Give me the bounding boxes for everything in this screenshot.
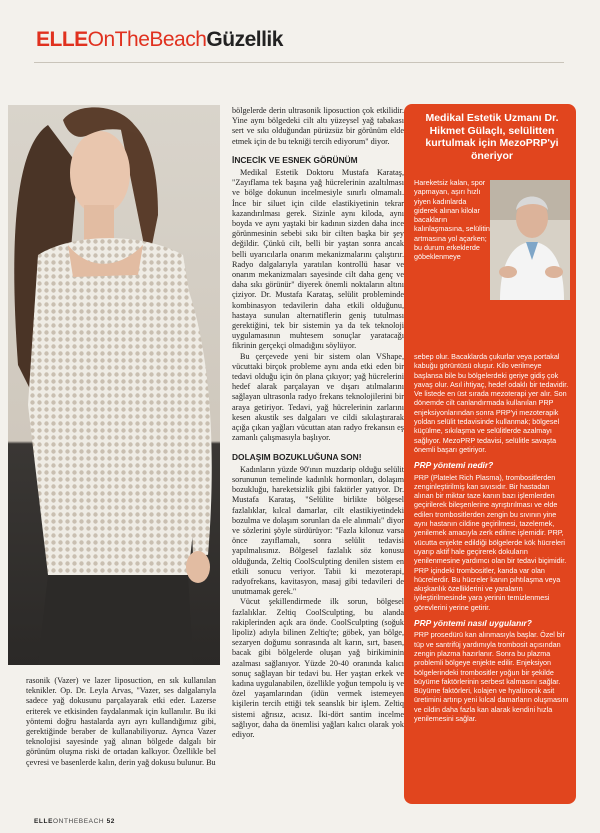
paragraph: rasonik (Vazer) ve lazer liposuction, en sık kullanılan teknikler. Op. Dr. Leyla Arvas, "Vazer, ses dalgalarıyla sadece yağ dokusunu parçalayarak etki eder. Lazerse eriterek ve etkisinden faydalanmak için kullanılır. Bu iki yöntemi doğru hastalarda ayrı ayrı kullandığımız gibi, gerektiğinde beraber de kullanabiliyoruz. Ayrıca Vazer teknolojisi sayesinde yağ alınan bölgede dalgalı bir görünüm oluşma riski de ortadan kalkıyor. Özellikle bel çevresi ve basenlerde kalın, derin yağ dokusu bulunur. Bu (26, 676, 216, 767)
sidebar-subheading: PRP yöntemi nedir? (414, 460, 494, 471)
sidebar-intro: Hareketsiz kalan, spor yapmayan, aşırı hızlı yiyen kadınlarda giderek alınan kilolar bacakların kalınlaşmasına, selülitin artmasına yol açarken; bu durum erkeklerde göbeklenmeye (414, 178, 490, 262)
doctor-photo (490, 180, 570, 300)
paragraph: Medikal Estetik Doktoru Mustafa Karataş, "Zayıflama tek başına yağ hücrelerinin azaltılması ve bölge dokunun incelmesiyle sınırlı olmamalı. İnce bir siluet için cilde elastikiyetinin tekrar kazandırılması gerek. Sizinle aynı kiloda, aynı boyda ve aynı yaştaki bir kadının sizden daha ince görünmesinin sebebi sıkı bir cilten başka bir şey değildir. Çünkü cilt, belli bir yaştan sonra ancak belli uyarıcılarla onarım mekanizmalarını çalıştırır. Radyo dalgalarıyla yaratılan kontrollü hasar ve onarım mekanizmaları sayesinde cilt daha genç ve daha sıkı görünür" diyerek önemli noktaların altını çiziyor. Dr. Mustafa Karataş, selülit probleminde kombinasyon tedavilerin daha etkili olduğunu, hastaya sunulan alternatiflerin geniş tutulması gerektiğini, tek bir sistemin ya da tek teknoloji uygulamasının muhtesem sonuçlar yaratacağı fikrinin gerçekçi olmadığını söylüyor. (232, 168, 404, 351)
sidebar-paragraph: PRP prosedürü kan alınmasıyla başlar. Özel bir tüp ve santrifüj yardımıyla trombosit açısından zengin plazma hazırlanır. Sonra bu plazma problemli bölgeye enjekte edilir. Enjeksiyon bölgelerindeki trombositler yoğun bir şekilde büyüme faktörlerinin serbest kalmasını sağlar. Büyüme faktörleri, kolajen ve hyalüronik asit üretimini artırıp yeni kılcal damarların oluşmasını ve cildin daha fazla kan alarak kendini hızla yenilemesini sağlar. (414, 630, 569, 723)
model-photo (8, 105, 220, 665)
doctor-illustration (490, 180, 570, 300)
paragraph: Bu çerçevede yeni bir sistem olan VShape, vücuttaki birçok probleme aynı anda etki eden bir tedavi olduğu için ön plana çıkıyor; yağ hücrelerini hedef alarak parçalayan ve dışarı atılmalarını sağlayan ultrasonla radyo frekans teknolojilerini bir araya getiriyor. Tedavi, yağ hücrelerinin zarlarını kesen akustik ses dalgaları ve cildi sıkılaştırarak açığa çıkan yağları vücuttan atan radyo frekansın eş zamanlı çalışmasıyla başlıyor. (232, 351, 404, 443)
sidebar-subheading: PRP yöntemi nasıl uygulanır? (414, 618, 532, 629)
page-header (36, 28, 283, 52)
paragraph: Vücut şekillendirmede ilk sorun, bölgesel fazlalıklar. Zeltiq CoolSculpting, bu alanda rakiplerinden açık ara önde. CoolSculpting (soğuk lipoliz) adıyla bilinen Zeltiq'te; göbek, yan bölge, sezaryen doğumu sonrasında alt karın, sırt, basen, bacak gibi bölgelerde oluşan yağ birikiminin azalması sağlanıyor. Yüzde 20-40 oranında kalıcı sonuç sağlayan bir tedavi bu. Her yaştan erkek ve kadına uygulanabilen, özellikle yoğun tempolu iş ve özel yaşamlarından (idün vermek istemeyen kişilerin tercih ettiği tek seanslık bir işlem. Zeltiq sistemi ağrısız, acısız. İki-dört santim incelme sağlıyor, daha da önemlisi yağları kalıcı olarak yok ediyor. (232, 597, 404, 739)
brand-logo: ELLE (36, 28, 88, 51)
footer-brand: ELLE (34, 818, 54, 825)
brand-logo-tail: OnTheBeach (87, 28, 207, 51)
page-number: 52 (106, 818, 116, 825)
paragraph: Kadınların yüzde 90'ının muzdarip olduğu selülit sorununun temelinde kadınlık hormonları, dolaşım bozukluğu, hareketsizlik gibi faktörler yatıyor. Dr. Mustafa Karataş, "Selülite birlikte bölgesel fazlalıklar, kılcal damarlar, cilt elastikiyetindeki bozulma ve dolaşım sorunları da ele alınmalı" diyor ve sözlerini şöyle sürdürüyor: "Fazla kilonuz varsa önce zayıflamalı, sonra selülit tedavisi yapılmalısınız. Bölgesel fazlalık söz konusu olduğunda, Zeltiq CoolSculpting denilen sistem en etkili sonucu veriyor. Tabii ki mezoterapi, radyofrekans, kavitasyon, masaj gibi tedavileri de unutmamak gerek." (232, 464, 404, 597)
subheading: İNCECİK VE ESNEK GÖRÜNÜM (232, 154, 358, 165)
page-footer (34, 818, 115, 825)
subheading: DOLAŞIM BOZUKLUĞUNA SON! (232, 451, 362, 462)
sidebar-title: Medikal Estetik Uzmanı Dr. Hikmet Gülaçlı, selülitten kurtulmak için MezoPRP'yi öneriyor (425, 112, 559, 162)
header-divider (34, 62, 564, 63)
section-title: Güzellik (206, 28, 283, 51)
article-column-left (26, 676, 216, 796)
sidebar-paragraph: PRP (Platelet Rich Plasma), trombositlerden zenginleştirilmiş kan sıvısıdır. Bir hastadan alınan bir miktar taze kanın bazı işlemlerden geçirilerek bileşenlerine ayrıştırılması ve elde edilen trombositlerden zengin bu sıvının yine aynı hastanın cildine geçirilmesi, tazelemek, yenilemek amacıyla zerk edilme işlemidir. PRP, vücutta enjekte edildiği bölgelerde kök hücreleri uyarıp aktif hale geçirerek dokuların yenilenmesine yardımcı olan bir tedavi biçimidir. PRP içindeki trombositler, kanda var olan hücrelerdir. Bu hücreler kanın pıhtılaşma veya akışkanlık özelliklerini ve yaraların iyileştirilmesinde yara yerinin temizlenmesi görevlerini yerine getirir. (414, 472, 567, 612)
sidebar-body (414, 352, 570, 723)
model-illustration (8, 105, 220, 665)
footer-brand-tail: ONTHEBEACH (53, 818, 105, 825)
sidebar-box (404, 104, 576, 804)
sidebar-paragraph: sebep olur. Bacaklarda çukurlar veya portakal kabuğu görüntüsü oluşur. Kilo verilmeye başlansa bile bu bölgelerdeki geriye gidiş çok yavaş olur. Asıl ihtiyaç, hedef odaklı bir tedavidir. Ve listede en üst sırada mezoterapi yer alır. Son dönemde cilt canlandırmada kullanılan PRP enjeksiyonlarından sonra PRP'yi mezoterapik yoldan selülit tedavisinde kullanmak; bölgesel küçülme, sıkılaşma ve selülitlerde azalmayı sağlıyor. MezoPRP tedavisi, selülitle savaşta önemli başarı getiriyor. (414, 352, 569, 454)
paragraph: bölgelerde derin ultrasonik liposuction çok etkilidir. Yine aynı bölgedeki cilt altı yüzeysel yağ tabakası sert ve sıkı olduğundan pürüzsüz bir görünüm elde etmek için de bu tekniği tercih ediyorum" diyor. (232, 106, 404, 146)
article-column-middle (232, 106, 404, 786)
